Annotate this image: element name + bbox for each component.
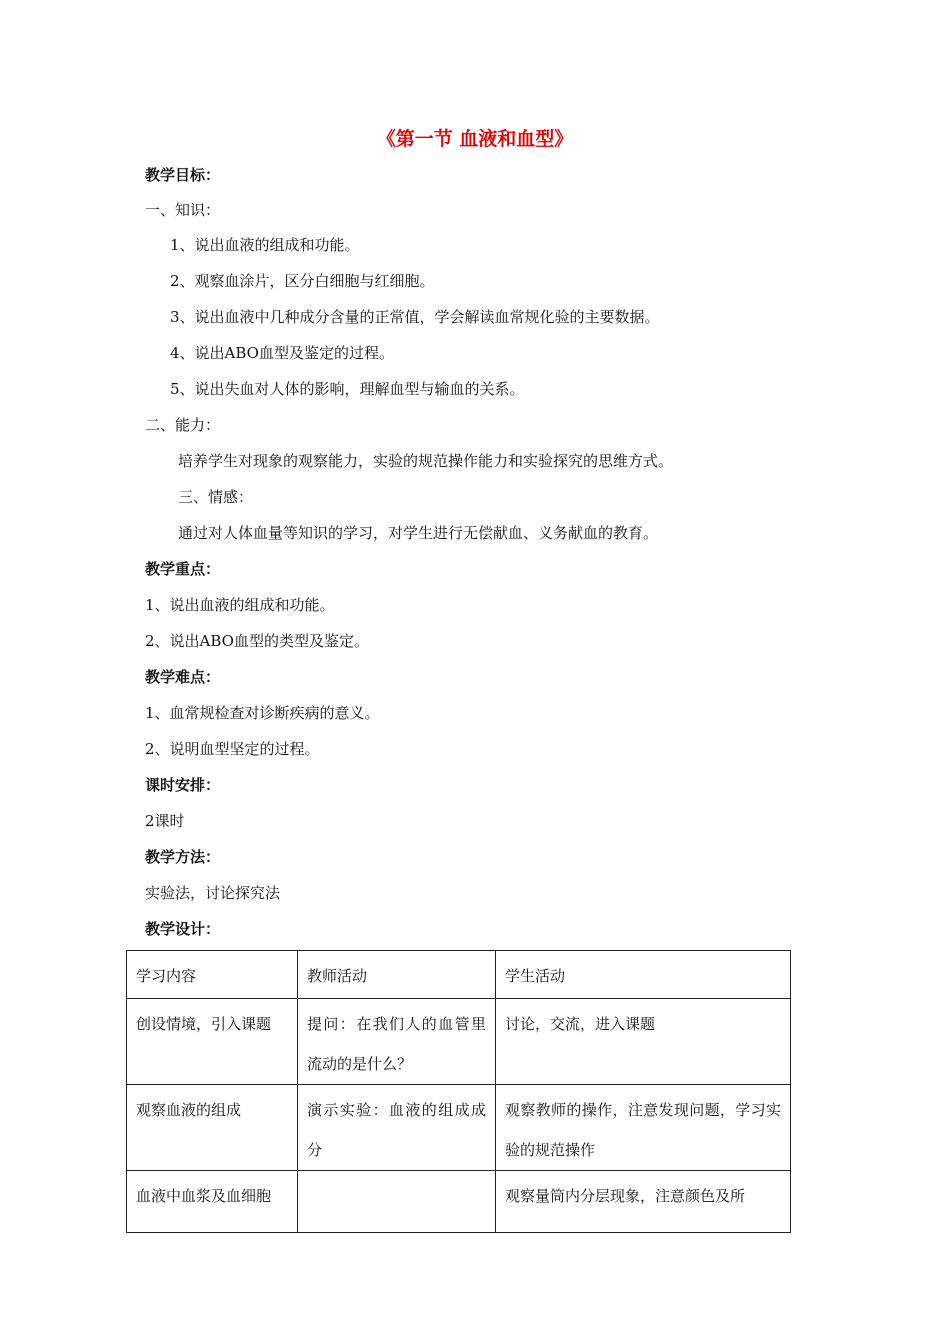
key-points-heading: 教学重点： (145, 560, 221, 578)
objectives-heading: 教学目标： (145, 166, 221, 184)
document-title: 《第一节 血液和血型》 (376, 128, 574, 150)
column-header: 学生活动 (496, 951, 791, 999)
table-row (127, 999, 791, 1085)
design-table (126, 950, 791, 1233)
table-cell: 讨论，交流，进入课题 (496, 999, 791, 1085)
schedule-text: 2课时 (145, 812, 185, 830)
knowledge-item: 5、说出失血对人体的影响，理解血型与输血的关系。 (170, 380, 525, 398)
difficulty-item: 1、血常规检查对诊断疾病的意义。 (145, 704, 380, 722)
methods-heading: 教学方法： (145, 848, 221, 866)
knowledge-heading: 一、知识： (145, 201, 221, 219)
table-cell: 观察血液的组成 (127, 1085, 298, 1171)
column-header: 教师活动 (298, 951, 496, 999)
knowledge-item: 3、说出血液中几种成分含量的正常值，学会解读血常规化验的主要数据。 (170, 308, 660, 326)
emotion-heading: 三、情感： (178, 488, 254, 506)
knowledge-item: 4、说出ABO血型及鉴定的过程。 (170, 344, 394, 362)
table-cell: 血液中血浆及血细胞 (127, 1171, 298, 1233)
difficulties-heading: 教学难点： (145, 668, 221, 686)
knowledge-item: 1、说出血液的组成和功能。 (170, 236, 360, 254)
key-point-item: 2、说出ABO血型的类型及鉴定。 (145, 632, 369, 650)
key-point-item: 1、说出血液的组成和功能。 (145, 596, 335, 614)
table-cell: 观察教师的操作，注意发现问题，学习实验的规范操作 (496, 1085, 791, 1171)
schedule-heading: 课时安排： (145, 776, 221, 794)
emotion-text: 通过对人体血量等知识的学习，对学生进行无偿献血、义务献血的教育。 (178, 524, 659, 542)
ability-heading: 二、能力： (145, 416, 221, 434)
table-cell: 创设情境，引入课题 (127, 999, 298, 1085)
knowledge-item: 2、观察血涂片，区分白细胞与红细胞。 (170, 272, 435, 290)
table-cell (298, 1171, 496, 1233)
column-header: 学习内容 (127, 951, 298, 999)
methods-text: 实验法，讨论探究法 (145, 884, 281, 902)
table-cell: 观察量筒内分层现象，注意颜色及所 (496, 1171, 791, 1233)
table-cell: 提问：在我们人的血管里流动的是什么？ (298, 999, 496, 1085)
table-cell: 演示实验：血液的组成成分 (298, 1085, 496, 1171)
table-row (127, 1085, 791, 1171)
table-row (127, 1171, 791, 1233)
difficulty-item: 2、说明血型坚定的过程。 (145, 740, 320, 758)
design-heading: 教学设计： (145, 920, 221, 938)
table-header-row (127, 951, 791, 999)
ability-text: 培养学生对现象的观察能力，实验的规范操作能力和实验探究的思维方式。 (178, 452, 674, 470)
